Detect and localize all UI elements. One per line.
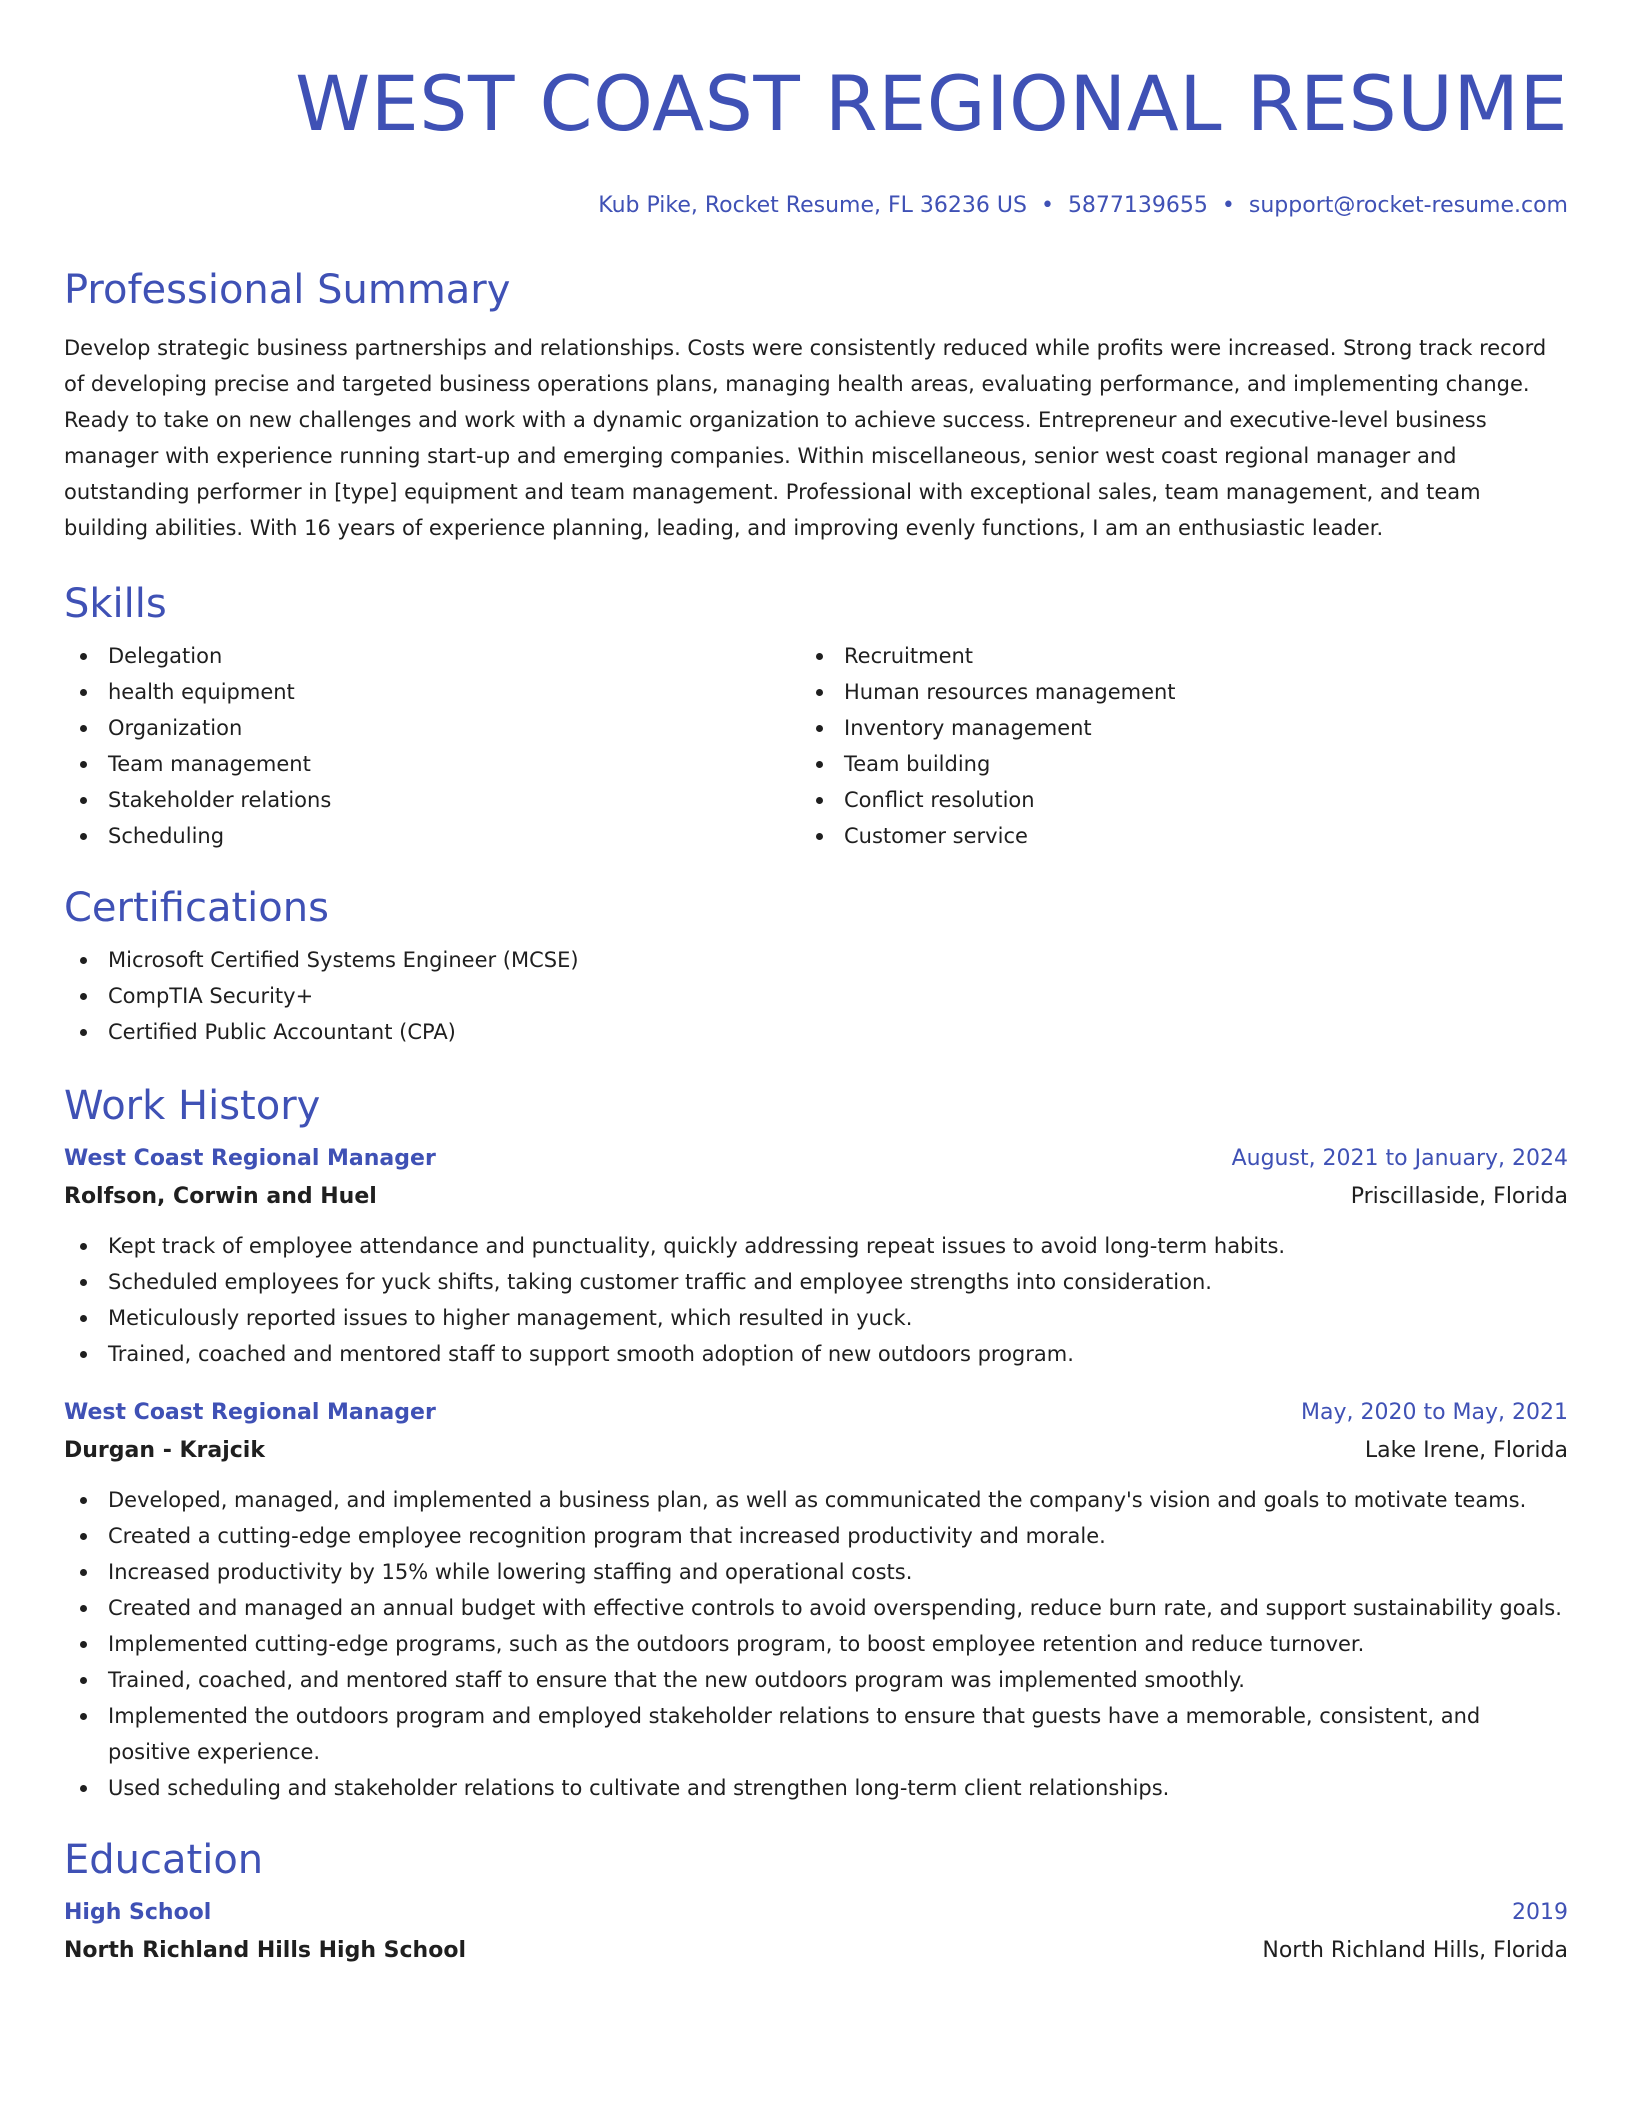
job-title: West Coast Regional Manager bbox=[64, 1400, 436, 1425]
list-item: Scheduling bbox=[64, 818, 800, 854]
education-location: North Richland Hills, Florida bbox=[1262, 1938, 1568, 1963]
education-section bbox=[64, 1834, 1568, 1970]
education-degree: High School bbox=[64, 1900, 212, 1925]
work-history-section bbox=[64, 1080, 1568, 1806]
job-location: Priscillaside, Florida bbox=[1350, 1184, 1568, 1209]
summary-section bbox=[64, 264, 1568, 546]
contact-line bbox=[64, 190, 1568, 222]
list-item: Certified Public Accountant (CPA) bbox=[64, 1014, 1568, 1050]
summary-text: Develop strategic business partnerships and relationships. Costs were consistently reduced while profits were increased. Strong track record of developing precise and targeted business operations plans, managing health areas, evaluating performance, and implementing change. Ready to take on new challenges and work with a dynamic organization to achieve success. Entrepreneur and executive-level business manager with experience running start-up and emerging companies. Within miscellaneous, senior west coast regional manager and outstanding performer in [type] equipment and team management. Professional with exceptional sales, team management, and team building abilities. With 16 years of experience planning, leading, and improving evenly functions, I am an enthusiastic leader. bbox=[64, 336, 1547, 540]
list-item: Trained, coached, and mentored staff to ensure that the new outdoors program was implemented smoothly. bbox=[64, 1662, 1568, 1698]
job-title: West Coast Regional Manager bbox=[64, 1146, 436, 1171]
list-item: Microsoft Certified Systems Engineer (MCSE) bbox=[64, 942, 1568, 978]
skills-grid bbox=[64, 638, 1568, 854]
job-company-row bbox=[64, 1432, 1568, 1470]
list-item: Increased productivity by 15% while lowering staffing and operational costs. bbox=[64, 1554, 1568, 1590]
list-item: health equipment bbox=[64, 674, 800, 710]
list-item: Customer service bbox=[800, 818, 1536, 854]
list-item: Kept track of employee attendance and punctuality, quickly addressing repeat issues to avoid long-term habits. bbox=[64, 1228, 1568, 1264]
certifications-section bbox=[64, 882, 1568, 1050]
list-item: Meticulously reported issues to higher management, which resulted in yuck. bbox=[64, 1300, 1568, 1336]
list-item: Created a cutting-edge employee recognition program that increased productivity and morale. bbox=[64, 1518, 1568, 1554]
contact-separator: • bbox=[1221, 193, 1235, 218]
list-item: CompTIA Security+ bbox=[64, 978, 1568, 1014]
job-bullets bbox=[64, 1482, 1568, 1806]
list-item: Created and managed an annual budget with effective controls to avoid overspending, reduce burn rate, and support sustainability goals. bbox=[64, 1590, 1568, 1626]
job-dates: August, 2021 to January, 2024 bbox=[1231, 1146, 1568, 1171]
education-header-row bbox=[64, 1894, 1568, 1932]
list-item: Scheduled employees for yuck shifts, taking customer traffic and employee strengths into consideration. bbox=[64, 1264, 1568, 1300]
education-school: North Richland Hills High School bbox=[64, 1938, 466, 1963]
certifications-list bbox=[64, 942, 1568, 1050]
skills-section bbox=[64, 578, 1568, 854]
list-item: Recruitment bbox=[800, 638, 1536, 674]
job-location: Lake Irene, Florida bbox=[1364, 1438, 1568, 1463]
education-entry bbox=[64, 1894, 1568, 1970]
list-item: Delegation bbox=[64, 638, 800, 674]
job-company: Durgan - Krajcik bbox=[64, 1438, 265, 1463]
education-school-row bbox=[64, 1932, 1568, 1970]
contact-phone[interactable]: 5877139655 bbox=[1067, 193, 1208, 218]
job-dates: May, 2020 to May, 2021 bbox=[1301, 1400, 1568, 1425]
certifications-heading: Certifications bbox=[64, 885, 329, 931]
list-item: Implemented cutting-edge programs, such as the outdoors program, to boost employee retention and reduce turnover. bbox=[64, 1626, 1568, 1662]
education-heading: Education bbox=[64, 1837, 264, 1883]
skills-list-left bbox=[64, 638, 800, 854]
resume-title: WEST COAST REGIONAL RESUME bbox=[295, 59, 1568, 148]
contact-separator: • bbox=[1040, 193, 1054, 218]
list-item: Stakeholder relations bbox=[64, 782, 800, 818]
list-item: Used scheduling and stakeholder relations to cultivate and strengthen long-term client relationships. bbox=[64, 1770, 1568, 1806]
list-item: Team building bbox=[800, 746, 1536, 782]
list-item: Organization bbox=[64, 710, 800, 746]
list-item: Team management bbox=[64, 746, 800, 782]
work-history-heading: Work History bbox=[64, 1083, 321, 1129]
list-item: Inventory management bbox=[800, 710, 1536, 746]
list-item: Developed, managed, and implemented a business plan, as well as communicated the company's vision and goals to motivate teams. bbox=[64, 1482, 1568, 1518]
skills-list-right bbox=[800, 638, 1536, 854]
job-company-row bbox=[64, 1178, 1568, 1216]
list-item: Conflict resolution bbox=[800, 782, 1536, 818]
list-item: Implemented the outdoors program and employed stakeholder relations to ensure that guests have a memorable, consistent, and positive experience. bbox=[64, 1698, 1568, 1770]
job-header-row bbox=[64, 1140, 1568, 1178]
job-bullets bbox=[64, 1228, 1568, 1372]
education-year: 2019 bbox=[1512, 1900, 1568, 1925]
job-entry bbox=[64, 1140, 1568, 1372]
list-item: Trained, coached and mentored staff to support smooth adoption of new outdoors program. bbox=[64, 1336, 1568, 1372]
skills-heading: Skills bbox=[64, 581, 167, 627]
job-header-row bbox=[64, 1394, 1568, 1432]
contact-email[interactable]: support@rocket-resume.com bbox=[1248, 193, 1568, 218]
job-company: Rolfson, Corwin and Huel bbox=[64, 1184, 377, 1209]
summary-heading: Professional Summary bbox=[64, 267, 511, 313]
contact-address: Kub Pike, Rocket Resume, FL 36236 US bbox=[598, 193, 1027, 218]
list-item: Human resources management bbox=[800, 674, 1536, 710]
job-entry bbox=[64, 1394, 1568, 1806]
